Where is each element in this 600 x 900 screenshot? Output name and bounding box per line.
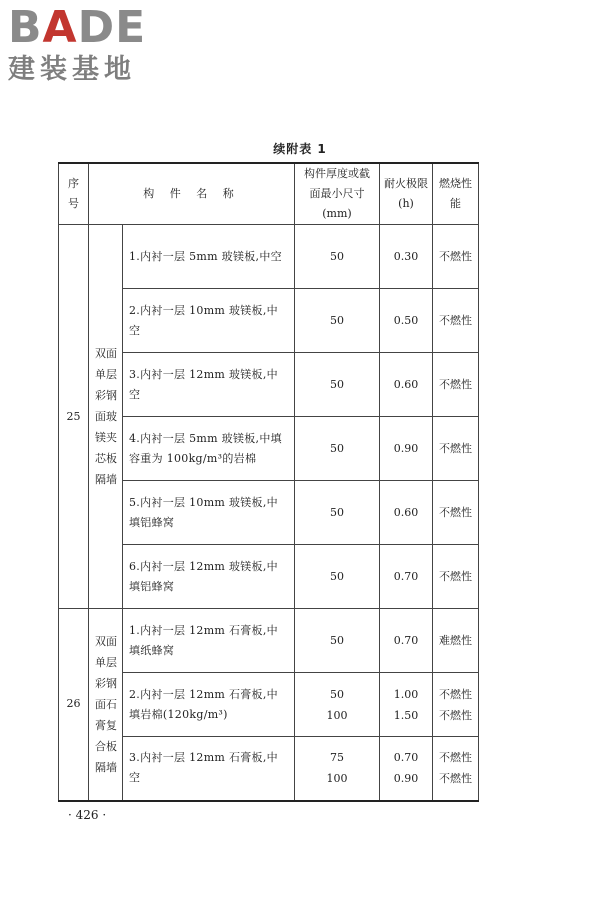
table-title: 续附表 1 bbox=[273, 142, 327, 156]
fire-limit-value: 0.90 bbox=[380, 417, 433, 481]
fire-resistance-table bbox=[58, 162, 479, 802]
table-header-row bbox=[59, 163, 479, 225]
fire-limit-value: 0.70 bbox=[380, 545, 433, 609]
combustion-value: 不燃性 bbox=[433, 481, 479, 545]
table-row bbox=[59, 609, 479, 673]
header-component-name: 构 件 名 称 bbox=[89, 163, 295, 225]
thickness-value: 75 100 bbox=[295, 737, 380, 801]
component-name: 2.内衬一层 10mm 玻镁板,中空 bbox=[123, 289, 295, 353]
combustion-value: 不燃性 不燃性 bbox=[433, 673, 479, 737]
combustion-value: 不燃性 不燃性 bbox=[433, 737, 479, 801]
combustion-value: 难燃性 bbox=[433, 609, 479, 673]
combustion-value: 不燃性 bbox=[433, 225, 479, 289]
thickness-value: 50 bbox=[295, 417, 380, 481]
group-category: 双面单层彩钢面玻镁夹芯板隔墙 bbox=[89, 225, 123, 609]
thickness-value: 50 100 bbox=[295, 673, 380, 737]
header-fire-limit: 耐火极限(h) bbox=[380, 163, 433, 225]
group-category: 双面单层彩钢面石膏复合板隔墙 bbox=[89, 609, 123, 801]
combustion-value: 不燃性 bbox=[433, 417, 479, 481]
header-seq: 序号 bbox=[59, 163, 89, 225]
component-name: 1.内衬一层 5mm 玻镁板,中空 bbox=[123, 225, 295, 289]
thickness-value: 50 bbox=[295, 289, 380, 353]
thickness-value: 50 bbox=[295, 609, 380, 673]
thickness-value: 50 bbox=[295, 545, 380, 609]
component-name: 5.内衬一层 10mm 玻镁板,中填铝蜂窝 bbox=[123, 481, 295, 545]
component-name: 3.内衬一层 12mm 石膏板,中空 bbox=[123, 737, 295, 801]
group-seq: 25 bbox=[59, 225, 89, 609]
component-name: 4.内衬一层 5mm 玻镁板,中填容重为 100kg/m³的岩棉 bbox=[123, 417, 295, 481]
combustion-value: 不燃性 bbox=[433, 289, 479, 353]
fire-limit-value: 0.30 bbox=[380, 225, 433, 289]
component-name: 3.内衬一层 12mm 玻镁板,中空 bbox=[123, 353, 295, 417]
combustion-value: 不燃性 bbox=[433, 353, 479, 417]
thickness-value: 50 bbox=[295, 353, 380, 417]
page-number: · 426 · bbox=[68, 808, 107, 822]
fire-limit-value: 0.60 bbox=[380, 353, 433, 417]
component-name: 2.内衬一层 12mm 石膏板,中填岩棉(120kg/m³) bbox=[123, 673, 295, 737]
fire-limit-value: 0.70 bbox=[380, 609, 433, 673]
fire-limit-value: 0.60 bbox=[380, 481, 433, 545]
group-seq: 26 bbox=[59, 609, 89, 801]
fire-limit-value: 0.50 bbox=[380, 289, 433, 353]
logo-wordmark: BADE bbox=[8, 2, 147, 53]
table-row bbox=[59, 225, 479, 289]
component-name: 6.内衬一层 12mm 玻镁板,中填铝蜂窝 bbox=[123, 545, 295, 609]
logo-subtitle: 建装基地 bbox=[8, 54, 136, 85]
component-name: 1.内衬一层 12mm 石膏板,中填纸蜂窝 bbox=[123, 609, 295, 673]
combustion-value: 不燃性 bbox=[433, 545, 479, 609]
thickness-value: 50 bbox=[295, 225, 380, 289]
thickness-value: 50 bbox=[295, 481, 380, 545]
header-combustion: 燃烧性能 bbox=[433, 163, 479, 225]
header-thickness: 构件厚度或截面最小尺寸(mm) bbox=[295, 163, 380, 225]
brand-logo bbox=[8, 4, 183, 86]
fire-limit-value: 1.00 1.50 bbox=[380, 673, 433, 737]
fire-limit-value: 0.70 0.90 bbox=[380, 737, 433, 801]
